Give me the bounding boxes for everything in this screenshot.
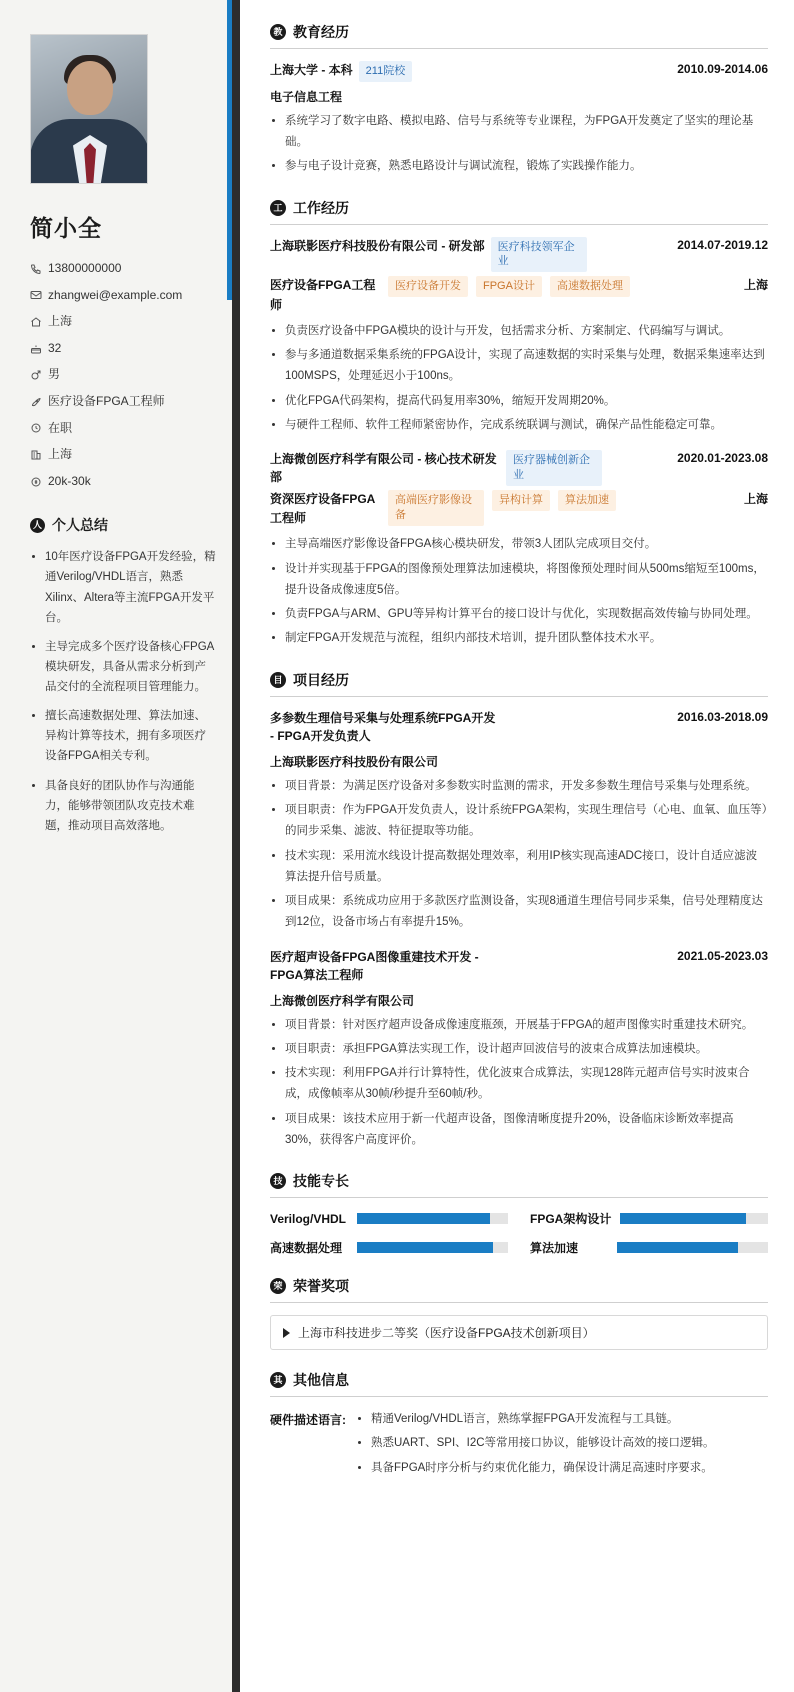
work-badge-icon: 工	[270, 200, 286, 216]
list-item: • 技术实现：采用流水线设计提高数据处理效率，利用IP核实现高速ADC接口，设计自适应滤波算法提升信号质量。	[285, 846, 768, 889]
projects-badge-icon: 目	[270, 672, 286, 688]
section-header	[270, 1370, 768, 1397]
mail-icon	[30, 289, 48, 301]
work-date: 2020.01-2023.08	[677, 451, 768, 466]
list-item: • 熟悉UART、SPI、I2C等常用接口协议，能够设计高效的接口逻辑。	[371, 1433, 715, 1454]
skill-row	[270, 1239, 508, 1256]
contact-value: 32	[48, 340, 62, 355]
job-city: 上海	[743, 278, 768, 293]
project-bullets	[270, 1015, 768, 1152]
section-title: 教育经历	[293, 24, 349, 40]
list-item: • 技术实现：利用FPGA并行计算特性，优化波束合成算法，实现128阵元超声信号实时波束合成，成像帧率从30帧/秒提升至60帧/秒。	[285, 1063, 768, 1106]
contact-position	[30, 394, 216, 410]
school-name: 上海大学 - 本科	[270, 63, 353, 77]
school-tag: 211院校	[359, 61, 413, 82]
sidebar	[0, 0, 240, 1692]
list-item: • 系统学习了数字电路、模拟电路、信号与系统等专业课程，为FPGA开发奠定了坚实的理论基础。	[285, 111, 768, 154]
project-item	[270, 709, 768, 934]
skill-name: FPGA架构设计	[530, 1212, 612, 1227]
page-title: 简小全	[30, 215, 102, 241]
education-date: 2010.09-2014.06	[677, 62, 768, 76]
contact-gender	[30, 367, 216, 383]
contact-status	[30, 421, 216, 437]
section-header	[270, 670, 768, 697]
list-item: • 与硬件工程师、软件工程师紧密协作，完成系统联调与测试，确保产品性能稳定可靠。	[285, 415, 768, 436]
play-triangle-icon	[283, 1328, 290, 1338]
other-bullets	[356, 1409, 715, 1482]
project-name: 多参数生理信号采集与处理系统FPGA开发 - FPGA开发负责人	[270, 710, 496, 743]
skill-row	[270, 1210, 508, 1227]
list-item: • 主导高端医疗影像设备FPGA核心模块研发，带领3人团队完成项目交付。	[285, 534, 768, 555]
section-education	[270, 22, 768, 178]
contact-value: 男	[48, 367, 61, 382]
education-row	[270, 61, 768, 82]
skills-badge-icon: 技	[270, 1173, 286, 1189]
contact-value: 13800000000	[48, 261, 122, 275]
contact-location	[30, 314, 216, 330]
list-item: • 优化FPGA代码架构，提高代码复用率30%，缩短开发周期20%。	[285, 391, 768, 412]
main-content	[240, 0, 794, 1692]
work-item	[270, 237, 768, 436]
project-name: 医疗超声设备FPGA图像重建技术开发 - FPGA算法工程师	[270, 949, 479, 982]
skill-tag: 高速数据处理	[550, 276, 630, 297]
list-item: • 参与电子设计竞赛，熟悉电路设计与调试流程，锻炼了实践操作能力。	[285, 156, 768, 177]
skill-row	[530, 1239, 768, 1256]
job-city: 上海	[743, 492, 768, 507]
list-item: • 主导完成多个医疗设备核心FPGA模块研发，具备从需求分析到产品交付的全流程项目管理能力。	[45, 637, 216, 697]
section-header	[270, 1171, 768, 1198]
work-item	[270, 450, 768, 650]
summary-badge-icon: 人	[30, 518, 45, 533]
phone-icon	[30, 263, 48, 275]
list-item: • 设计并实现基于FPGA的图像预处理算法加速模块，将图像预处理时间从500ms缩短至100ms，提升设备成像速度5倍。	[285, 559, 768, 602]
project-date: 2021.05-2023.03	[677, 948, 768, 963]
project-item	[270, 948, 768, 1152]
skills-grid	[270, 1210, 768, 1256]
other-row	[270, 1409, 768, 1482]
skill-tag: 高端医疗影像设备	[388, 490, 484, 526]
section-title: 技能专长	[293, 1173, 349, 1190]
skill-tag: 算法加速	[558, 490, 616, 511]
contact-value: 上海	[48, 447, 73, 462]
contact-email	[30, 288, 216, 304]
section-title: 项目经历	[293, 671, 349, 688]
work-bullets	[270, 321, 768, 436]
project-date: 2016.03-2018.09	[677, 709, 768, 724]
section-honors	[270, 1276, 768, 1350]
list-item: • 10年医疗设备FPGA开发经验，精通Verilog/VHDL语言，熟悉Xilinx、Altera等主流FPGA开发平台。	[45, 547, 216, 628]
company-name: 上海微创医疗科学有限公司 - 核心技术研发部	[270, 452, 497, 485]
section-header	[270, 22, 768, 49]
section-header	[270, 1276, 768, 1303]
honor-text: 上海市科技进步二等奖（医疗设备FPGA技术创新项目）	[298, 1326, 595, 1341]
contact-city	[30, 447, 216, 463]
company-name: 上海联影医疗科技股份有限公司 - 研发部	[270, 238, 485, 253]
section-title: 荣誉奖项	[293, 1278, 349, 1295]
skill-name: Verilog/VHDL	[270, 1211, 347, 1226]
contact-value: 在职	[48, 420, 73, 435]
job-role: 医疗设备FPGA工程师	[270, 278, 376, 312]
other-badge-icon: 其	[270, 1372, 286, 1388]
rocket-icon	[30, 396, 48, 408]
job-role: 资深医疗设备FPGA工程师	[270, 492, 376, 526]
salary-icon	[30, 476, 48, 488]
cake-icon	[30, 343, 48, 355]
section-title: 工作经历	[293, 199, 349, 216]
section-projects	[270, 670, 768, 1151]
skill-bar	[357, 1213, 508, 1224]
summary-list	[30, 547, 216, 836]
project-bullets	[270, 776, 768, 934]
section-work	[270, 198, 768, 650]
list-item: • 项目职责：作为FPGA开发负责人，设计系统FPGA架构，实现生理信号（心电、血氧、血压等）的同步采集、滤波、特征提取等功能。	[285, 800, 768, 843]
skill-bar	[357, 1242, 508, 1253]
list-item: • 项目成果：系统成功应用于多款医疗监测设备，实现8通道生理信号同步采集，信号处理精度达到12位，设备市场占有率提升15%。	[285, 891, 768, 934]
contact-age	[30, 341, 216, 357]
list-item: • 项目职责：承担FPGA算法实现工作，设计超声回波信号的波束合成算法加速模块。	[285, 1039, 768, 1060]
list-item: • 负责FPGA与ARM、GPU等异构计算平台的接口设计与优化，实现数据高效传输与协同处理。	[285, 604, 768, 625]
honors-badge-icon: 荣	[270, 1278, 286, 1294]
skill-name: 高速数据处理	[270, 1241, 343, 1256]
avatar	[30, 34, 148, 184]
list-item: • 参与多通道数据采集系统的FPGA设计，实现了高速数据的实时采集与处理，数据采集速率达到100MSPS，处理延迟小于100ns。	[285, 345, 768, 388]
list-item: • 精通Verilog/VHDL语言，熟练掌握FPGA开发流程与工具链。	[371, 1409, 715, 1430]
sidebar-section-summary	[30, 515, 216, 535]
list-item: • 制定FPGA开发规范与流程，组织内部技术培训，提升团队整体技术水平。	[285, 628, 768, 649]
list-item: • 负责医疗设备中FPGA模块的设计与开发，包括需求分析、方案制定、代码编写与调试。	[285, 321, 768, 342]
skill-tag: 医疗设备开发	[388, 276, 468, 297]
honor-item	[270, 1315, 768, 1350]
list-item: • 项目成果：该技术应用于新一代超声设备，图像清晰度提升20%，设备临床诊断效率提高30%，获得客户高度评价。	[285, 1109, 768, 1152]
project-company: 上海微创医疗科学有限公司	[270, 993, 415, 1008]
company-tag: 医疗器械创新企业	[506, 450, 602, 486]
list-item: • 具备良好的团队协作与沟通能力，能够带领团队攻克技术难题，推动项目高效落地。	[45, 776, 216, 836]
gender-icon	[30, 369, 48, 381]
work-bullets	[270, 534, 768, 649]
building-icon	[30, 449, 48, 461]
home-icon	[30, 316, 48, 328]
summary-title: 个人总结	[52, 517, 108, 534]
education-bullets	[270, 111, 768, 178]
major: 电子信息工程	[270, 89, 343, 104]
skill-tag: 异构计算	[492, 490, 550, 511]
skill-name: 算法加速	[530, 1241, 579, 1256]
list-item: • 擅长高速数据处理、算法加速、异构计算等技术，拥有多项医疗设备FPGA相关专利。	[45, 706, 216, 766]
contact-value: zhangwei@example.com	[48, 287, 183, 302]
accent-bar	[227, 0, 232, 300]
contact-salary	[30, 474, 216, 490]
company-tag: 医疗科技领军企业	[491, 237, 587, 273]
skill-bar	[617, 1242, 768, 1253]
other-label: 硬件描述语言:	[270, 1413, 346, 1428]
contact-phone	[30, 261, 216, 277]
contact-list	[30, 261, 216, 489]
contact-value: 20k-30k	[48, 473, 91, 488]
section-title: 其他信息	[293, 1372, 349, 1389]
list-item: • 项目背景：针对医疗超声设备成像速度瓶颈，开展基于FPGA的超声图像实时重建技术研究。	[285, 1015, 768, 1036]
contact-value: 医疗设备FPGA工程师	[48, 393, 165, 408]
skill-row	[530, 1210, 768, 1227]
list-item: • 具备FPGA时序分析与约束优化能力，确保设计满足高速时序要求。	[371, 1458, 715, 1479]
skill-tag: FPGA设计	[476, 276, 542, 297]
contact-value: 上海	[48, 314, 73, 329]
status-icon	[30, 422, 48, 434]
section-skills	[270, 1171, 768, 1256]
work-date: 2014.07-2019.12	[677, 237, 768, 252]
section-header	[270, 198, 768, 225]
project-company: 上海联影医疗科技股份有限公司	[270, 754, 439, 769]
section-other	[270, 1370, 768, 1482]
education-badge-icon: 教	[270, 24, 286, 40]
list-item: • 项目背景：为满足医疗设备对多参数实时监测的需求，开发多参数生理信号采集与处理系统。	[285, 776, 768, 797]
skill-bar	[620, 1213, 768, 1224]
